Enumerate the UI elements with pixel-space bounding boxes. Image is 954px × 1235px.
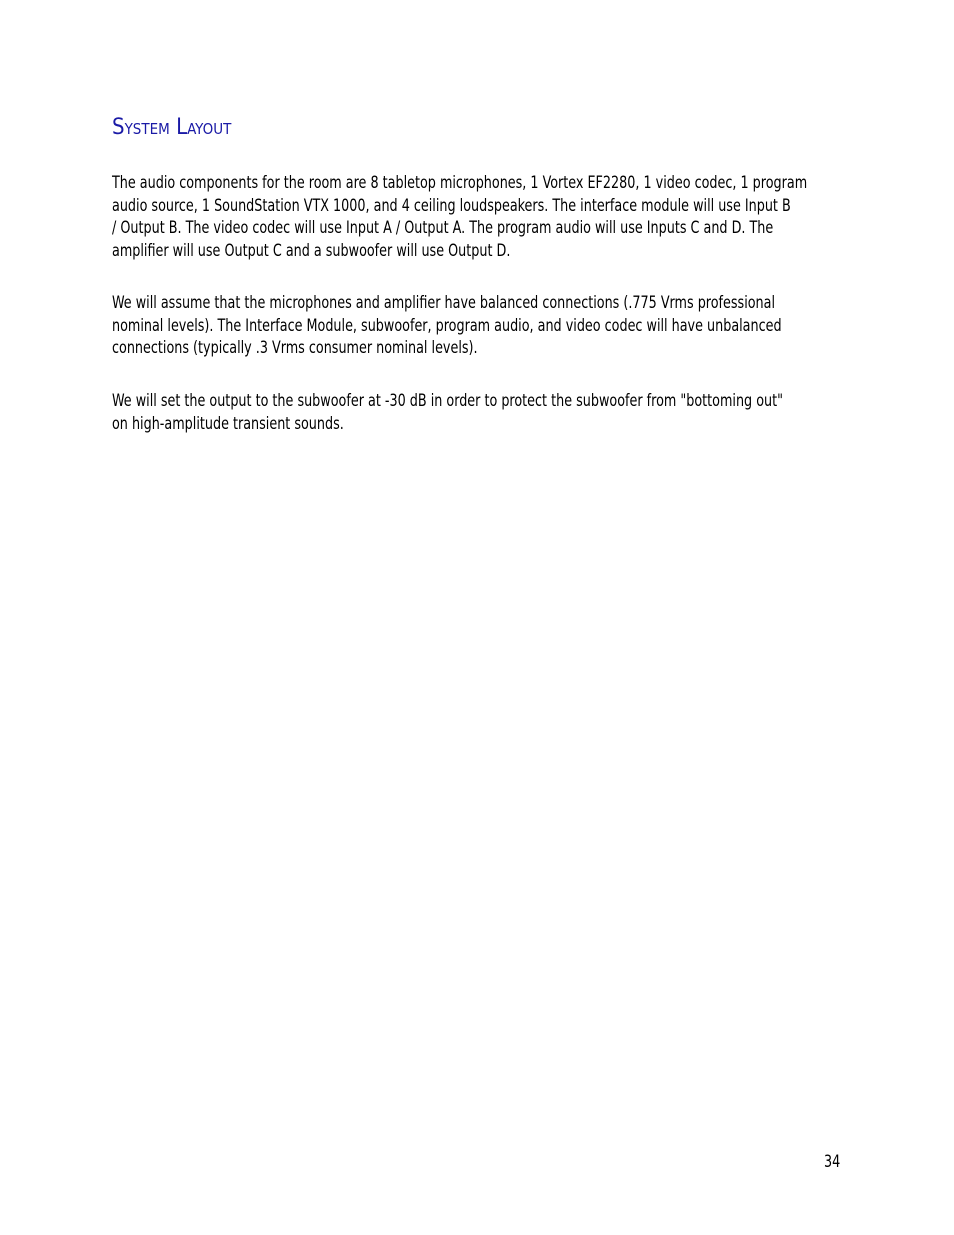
paragraph-audio-components [112, 172, 852, 262]
paragraph-line: on high-amplitude transient sounds. [112, 413, 344, 433]
paragraph-line: The audio components for the room are 8 tabletop microphones, 1 Vortex EF2280, 1 video codec, 1 program [112, 173, 808, 192]
paragraph-connections [112, 292, 852, 360]
paragraph-subwoofer-output [112, 390, 852, 435]
paragraph-line: amplifier will use Output C and a subwoofer will use Output D. [112, 240, 511, 260]
paragraph-line: connections (typically .3 Vrms consumer nominal levels). [112, 338, 478, 357]
paragraph-line: audio source, 1 SoundStation VTX 1000, and 4 ceiling loudspeakers. The interface module will use Input B [112, 195, 791, 215]
section-heading: System Layout [112, 115, 232, 140]
paragraph-line: / Output B. The video codec will use Input A / Output A. The program audio will use Inputs C and D. The [112, 218, 774, 237]
paragraph-line: nominal levels). The Interface Module, subwoofer, program audio, and video codec will have unbalanced [112, 315, 782, 335]
paragraph-line: We will set the output to the subwoofer at -30 dB in order to protect the subwoofer from "bottoming out" [112, 391, 784, 410]
page-number: 34 [824, 1152, 841, 1171]
paragraph-line: We will assume that the microphones and amplifier have balanced connections (.775 Vrms professional [112, 293, 776, 312]
